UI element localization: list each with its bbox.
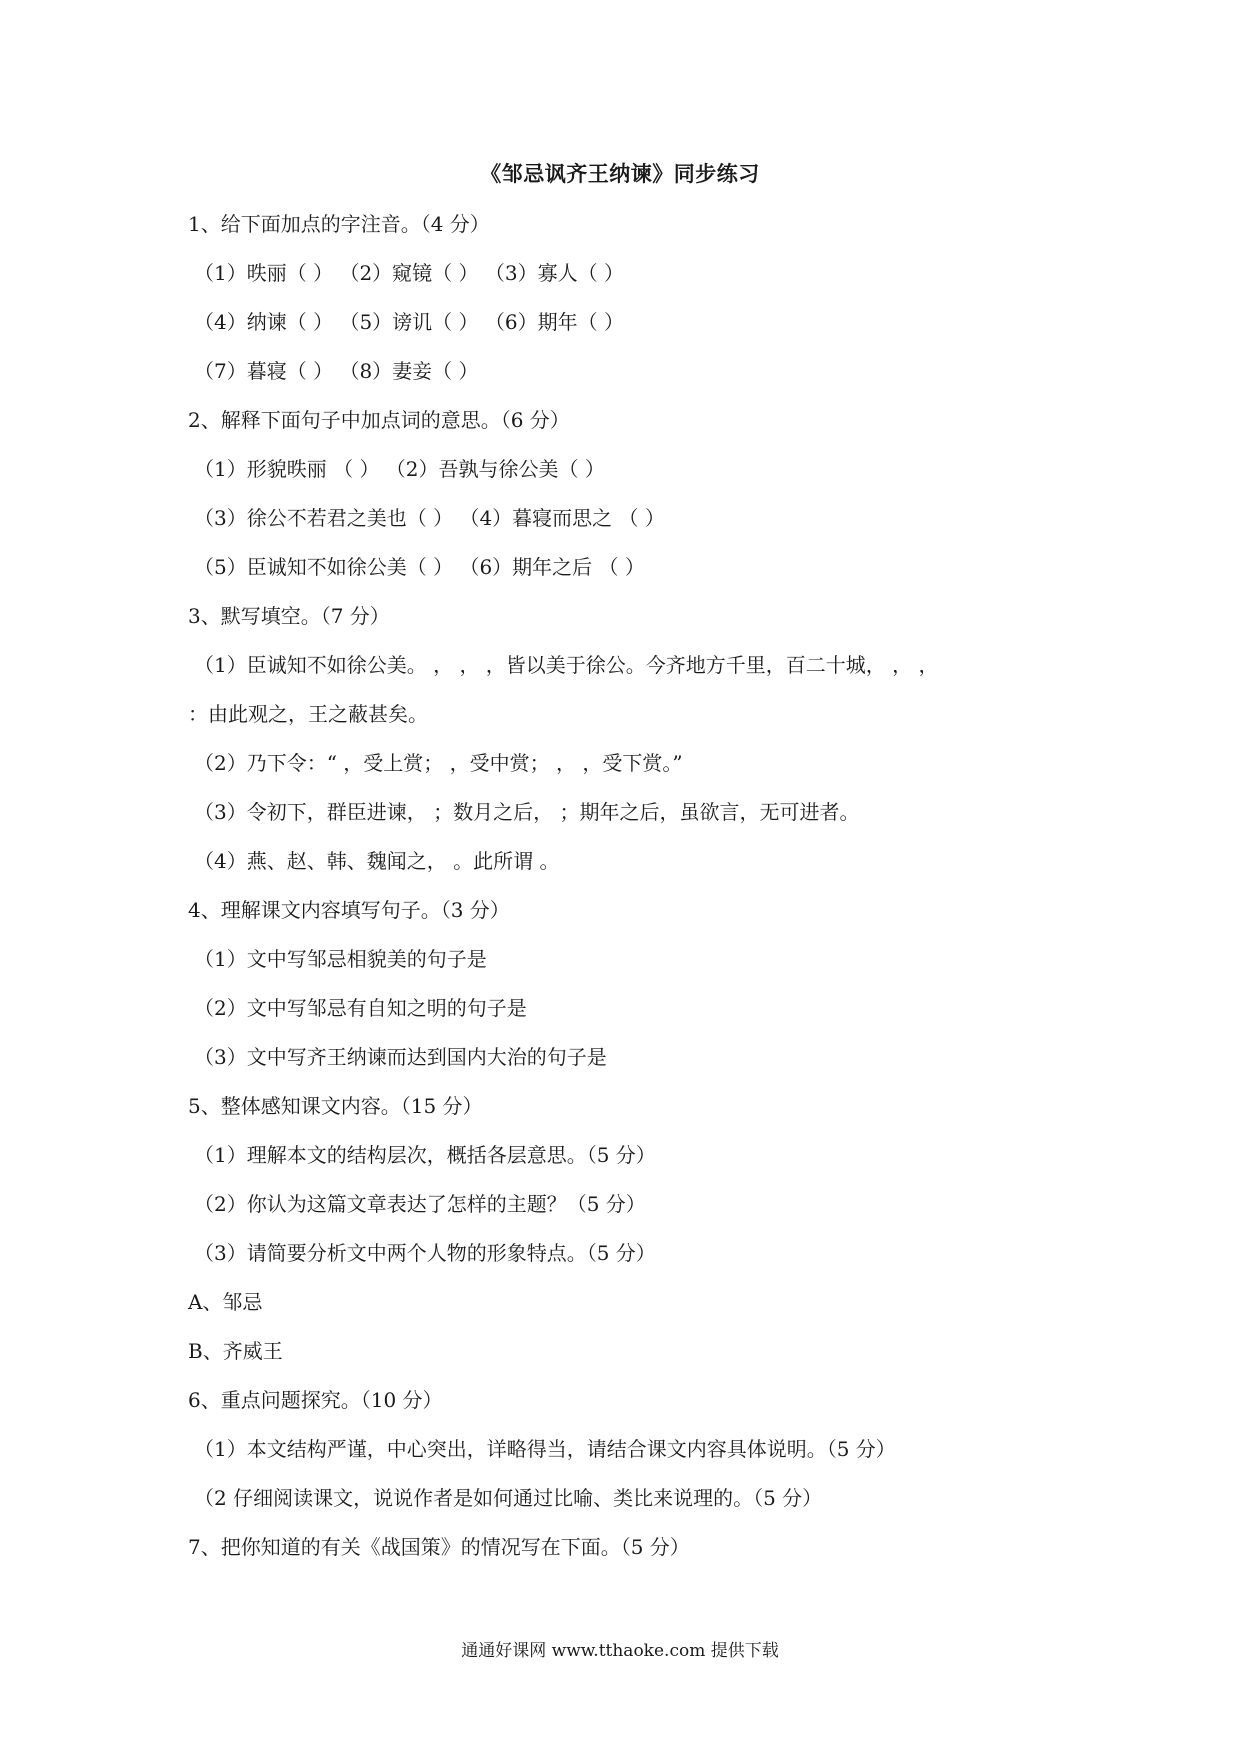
question-3-item-4: （4）燕、赵、韩、魏闻之， 。此所谓 。: [194, 849, 560, 873]
question-1-items-row-1: （1）昳丽（ ） （2）窥镜（ ） （3）寡人（ ）: [194, 261, 624, 285]
question-1-items-row-3: （7）暮寝（ ） （8）妻妾（ ）: [194, 359, 479, 383]
question-1-heading: 1、给下面加点的字注音。（4 分）: [188, 212, 490, 236]
question-5-heading: 5、整体感知课文内容。（15 分）: [188, 1094, 483, 1118]
question-2-heading: 2、解释下面句子中加点词的意思。（6 分）: [188, 408, 570, 432]
question-4-item-3: （3）文中写齐王纳谏而达到国内大治的句子是: [194, 1045, 607, 1069]
question-5-item-2: （2）你认为这篇文章表达了怎样的主题？（5 分）: [194, 1192, 646, 1216]
question-4-heading: 4、理解课文内容填写句子。（3 分）: [188, 898, 510, 922]
question-6-heading: 6、重点问题探究。（10 分）: [188, 1388, 443, 1412]
question-4-item-2: （2）文中写邹忌有自知之明的句子是: [194, 996, 527, 1020]
question-2-items-row-2: （3）徐公不若君之美也（ ） （4）暮寝而思之 （ ）: [194, 506, 665, 530]
exercise-content: [188, 208, 1088, 1580]
question-5-option-a: A、邹忌: [188, 1290, 263, 1314]
question-3-heading: 3、默写填空。（7 分）: [188, 604, 390, 628]
question-3-item-1: （1）臣诚知不如徐公美。 ， ， ，皆以美于徐公。今齐地方千里，百二十城， ， ，: [194, 653, 939, 677]
question-3-item-3: （3）令初下，群臣进谏， ；数月之后， ；期年之后，虽欲言，无可进者。: [194, 800, 860, 824]
question-4-item-1: （1）文中写邹忌相貌美的句子是: [194, 947, 487, 971]
question-3-item-1-continuation: ：由此观之，王之蔽甚矣。: [188, 702, 428, 726]
document-title: 《邹忌讽齐王纳谏》同步练习: [480, 161, 760, 186]
question-5-item-1: （1）理解本文的结构层次，概括各层意思。（5 分）: [194, 1143, 656, 1167]
question-6-item-1: （1）本文结构严谨，中心突出，详略得当，请结合课文内容具体说明。（5 分）: [194, 1437, 896, 1461]
question-3-item-2: （2）乃下令：“ ，受上赏； ，受中赏； ， ，受下赏。”: [194, 751, 683, 775]
question-7-heading: 7、把你知道的有关《战国策》的情况写在下面。（5 分）: [188, 1535, 690, 1559]
question-5-item-3: （3）请简要分析文中两个人物的形象特点。（5 分）: [194, 1241, 656, 1265]
question-2-items-row-3: （5）臣诚知不如徐公美（ ） （6）期年之后 （ ）: [194, 555, 645, 579]
question-6-item-2: （2 仔细阅读课文，说说作者是如何通过比喻、类比来说理的。（5 分）: [194, 1486, 823, 1510]
page-footer: 通通好课网 www.tthaoke.com 提供下载: [461, 1641, 779, 1661]
question-1-items-row-2: （4）纳谏（ ） （5）谤讥（ ） （6）期年（ ）: [194, 310, 624, 334]
question-5-option-b: B、齐威王: [188, 1339, 283, 1363]
question-2-items-row-1: （1）形貌昳丽 （ ） （2）吾孰与徐公美（ ）: [194, 457, 605, 481]
